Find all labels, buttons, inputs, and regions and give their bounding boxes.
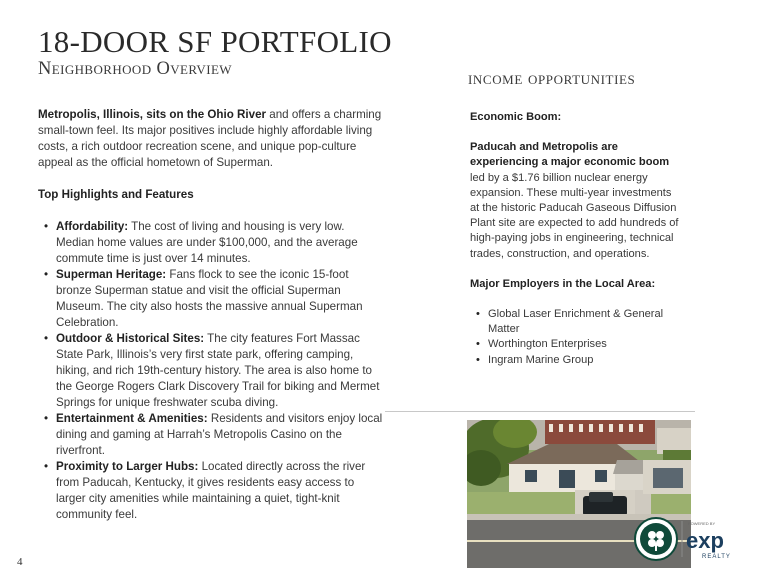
highlight-item-outdoor-historical: [56, 331, 383, 411]
highlight-item-superman-heritage: [56, 267, 383, 331]
highlight-text: Fans flock to see the iconic 15-foot bronze Superman statue and visit the official Superman Museum. The city also hosts the massive annual Superman Celebration.: [56, 268, 363, 329]
highlight-item-proximity: [56, 459, 383, 523]
highlight-label: Outdoor & Historical Sites:: [56, 332, 205, 345]
brand-logo-text: exp: [686, 528, 724, 553]
highlight-text: Located directly across the river from Paducah, Kentucky, it gives residents easy access to larger city amenities while maintaining a quiet, tight-knit community feel.: [56, 460, 366, 521]
employers-heading: Major Employers in the Local Area:: [470, 277, 656, 290]
intro-lead-rest: and offers a charming small-town feel. Its major positives include highly affordable living costs, a rich outdoor recreation scene, and unique pop-culture appeal as the official hometown of Superman.: [38, 108, 382, 169]
employer-item: • Worthington Enterprises: [488, 337, 680, 352]
intro-paragraph: [38, 107, 383, 171]
highlights-heading: Top Highlights and Features: [38, 188, 194, 201]
economic-boom-heading: Economic Boom:: [470, 111, 562, 123]
economic-boom-paragraph: [470, 140, 680, 262]
highlight-text: The cost of living and housing is very low. Median home values are under $100,000, and the average commute time is just over 14 minutes.: [56, 220, 358, 265]
highlight-item-entertainment: [56, 411, 383, 459]
boom-bold: Paducah and Metropolis are experiencing a major economic boom: [470, 141, 670, 169]
powered-by-label: POWERED BY: [688, 521, 716, 526]
page-subtitle: Neighborhood Overview: [38, 59, 232, 79]
income-opportunities-heading: income opportunities: [468, 68, 636, 88]
section-divider: [385, 411, 695, 412]
highlight-text: The city features Fort Massac State Park, Illinois’s very first state park, offering camping, hiking, and rich 19th-century history. The area is also home to the George Rogers Clark Discovery Trail for biking and Mermet Springs for unique freshwater scuba diving.: [56, 332, 380, 409]
boom-rest: led by a $1.76 billion nuclear energy expansion. These multi-year investments at the historic Paducah Gaseous Diffusion Plant site are expected to add hundreds of high-paying jobs in engineering, technical trades, construction, and operations.: [470, 171, 679, 260]
page-number: 4: [17, 556, 23, 568]
intro-lead-bold: Metropolis, Illinois, sits on the Ohio River: [38, 108, 267, 121]
employers-list: [470, 307, 680, 368]
brand-sub-label: REALTY: [702, 554, 731, 560]
highlight-label: Superman Heritage:: [56, 268, 167, 281]
neighborhood-overview-column: [38, 107, 383, 523]
highlights-list: [38, 219, 383, 523]
highlight-item-affordability: [56, 219, 383, 267]
highlight-label: Affordability:: [56, 220, 129, 233]
highlight-label: Proximity to Larger Hubs:: [56, 460, 199, 473]
exp-realty-branding: [634, 515, 736, 563]
employer-item: • Global Laser Enrichment & General Matter: [488, 307, 680, 337]
income-opportunities-column: [470, 110, 680, 368]
employer-item: • Ingram Marine Group: [488, 353, 680, 368]
highlight-text: Residents and visitors enjoy local dining and gaming at Harrah’s Metropolis Casino on the riverfront.: [56, 412, 383, 457]
page-title: 18-DOOR SF PORTFOLIO: [38, 24, 392, 59]
highlight-label: Entertainment & Amenities:: [56, 412, 208, 425]
